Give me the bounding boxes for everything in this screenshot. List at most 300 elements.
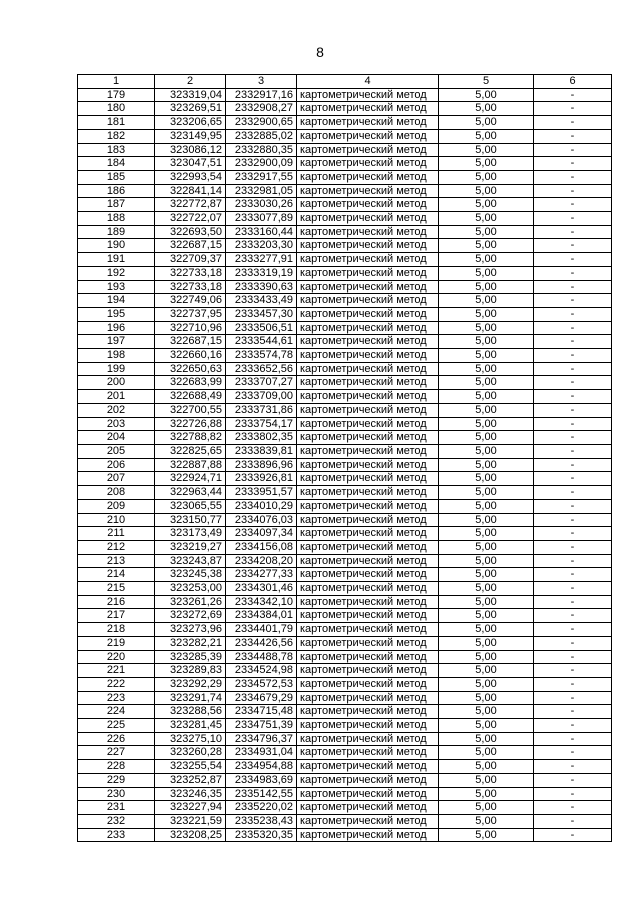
point-number-cell: 200 <box>78 376 155 390</box>
x-coordinate-cell: 323219,27 <box>155 540 226 554</box>
point-number-cell: 205 <box>78 444 155 458</box>
method-cell: картометрический метод <box>297 335 439 349</box>
table-row <box>78 472 612 486</box>
y-coordinate-cell: 2332908,27 <box>226 102 297 116</box>
table-row <box>78 225 612 239</box>
table-row <box>78 609 612 623</box>
y-coordinate-cell: 2333896,96 <box>226 458 297 472</box>
accuracy-cell: 5,00 <box>439 773 534 787</box>
x-coordinate-cell: 323065,55 <box>155 499 226 513</box>
accuracy-cell: 5,00 <box>439 732 534 746</box>
y-coordinate-cell: 2333707,27 <box>226 376 297 390</box>
table-row <box>78 362 612 376</box>
method-cell: картометрический метод <box>297 760 439 774</box>
x-coordinate-cell: 323243,87 <box>155 554 226 568</box>
description-cell: - <box>534 554 612 568</box>
description-cell: - <box>534 705 612 719</box>
description-cell: - <box>534 403 612 417</box>
accuracy-cell: 5,00 <box>439 828 534 842</box>
method-cell: картометрический метод <box>297 280 439 294</box>
table-row <box>78 335 612 349</box>
table-row <box>78 623 612 637</box>
point-number-cell: 183 <box>78 143 155 157</box>
point-number-cell: 192 <box>78 266 155 280</box>
x-coordinate-cell: 323245,38 <box>155 568 226 582</box>
method-cell: картометрический метод <box>297 403 439 417</box>
accuracy-cell: 5,00 <box>439 486 534 500</box>
description-cell: - <box>534 253 612 267</box>
x-coordinate-cell: 322788,82 <box>155 431 226 445</box>
description-cell: - <box>534 212 612 226</box>
method-cell: картометрический метод <box>297 664 439 678</box>
method-cell: картометрический метод <box>297 184 439 198</box>
description-cell: - <box>534 307 612 321</box>
y-coordinate-cell: 2334572,53 <box>226 677 297 691</box>
description-cell: - <box>534 773 612 787</box>
table-row <box>78 499 612 513</box>
accuracy-cell: 5,00 <box>439 280 534 294</box>
table-row <box>78 143 612 157</box>
description-cell: - <box>534 143 612 157</box>
x-coordinate-cell: 323282,21 <box>155 636 226 650</box>
point-number-cell: 221 <box>78 664 155 678</box>
table-row <box>78 88 612 102</box>
x-coordinate-cell: 323208,25 <box>155 828 226 842</box>
point-number-cell: 224 <box>78 705 155 719</box>
accuracy-cell: 5,00 <box>439 102 534 116</box>
method-cell: картометрический метод <box>297 527 439 541</box>
table-body <box>78 88 612 842</box>
accuracy-cell: 5,00 <box>439 307 534 321</box>
y-coordinate-cell: 2334076,03 <box>226 513 297 527</box>
method-cell: картометрический метод <box>297 253 439 267</box>
description-cell: - <box>534 664 612 678</box>
point-number-cell: 213 <box>78 554 155 568</box>
table-row <box>78 760 612 774</box>
accuracy-cell: 5,00 <box>439 787 534 801</box>
description-cell: - <box>534 349 612 363</box>
point-number-cell: 220 <box>78 650 155 664</box>
method-cell: картометрический метод <box>297 677 439 691</box>
description-cell: - <box>534 801 612 815</box>
table-row <box>78 307 612 321</box>
y-coordinate-cell: 2333319,19 <box>226 266 297 280</box>
x-coordinate-cell: 322688,49 <box>155 390 226 404</box>
description-cell: - <box>534 513 612 527</box>
y-coordinate-cell: 2332981,05 <box>226 184 297 198</box>
point-number-cell: 182 <box>78 129 155 143</box>
table-row <box>78 444 612 458</box>
accuracy-cell: 5,00 <box>439 677 534 691</box>
y-coordinate-cell: 2335320,35 <box>226 828 297 842</box>
y-coordinate-cell: 2334524,98 <box>226 664 297 678</box>
point-number-cell: 206 <box>78 458 155 472</box>
accuracy-cell: 5,00 <box>439 116 534 130</box>
method-cell: картометрический метод <box>297 609 439 623</box>
description-cell: - <box>534 239 612 253</box>
x-coordinate-cell: 322924,71 <box>155 472 226 486</box>
method-cell: картометрический метод <box>297 554 439 568</box>
point-number-cell: 191 <box>78 253 155 267</box>
point-number-cell: 179 <box>78 88 155 102</box>
column-header: 3 <box>226 75 297 89</box>
point-number-cell: 210 <box>78 513 155 527</box>
point-number-cell: 211 <box>78 527 155 541</box>
accuracy-cell: 5,00 <box>439 554 534 568</box>
y-coordinate-cell: 2332885,02 <box>226 129 297 143</box>
point-number-cell: 218 <box>78 623 155 637</box>
table-row <box>78 129 612 143</box>
x-coordinate-cell: 323252,87 <box>155 773 226 787</box>
table-row <box>78 513 612 527</box>
description-cell: - <box>534 527 612 541</box>
accuracy-cell: 5,00 <box>439 623 534 637</box>
table-row <box>78 636 612 650</box>
point-number-cell: 201 <box>78 390 155 404</box>
accuracy-cell: 5,00 <box>439 294 534 308</box>
method-cell: картометрический метод <box>297 814 439 828</box>
method-cell: картометрический метод <box>297 390 439 404</box>
y-coordinate-cell: 2334277,33 <box>226 568 297 582</box>
y-coordinate-cell: 2334954,88 <box>226 760 297 774</box>
point-number-cell: 207 <box>78 472 155 486</box>
accuracy-cell: 5,00 <box>439 705 534 719</box>
method-cell: картометрический метод <box>297 787 439 801</box>
table-row <box>78 828 612 842</box>
x-coordinate-cell: 322700,55 <box>155 403 226 417</box>
x-coordinate-cell: 322660,16 <box>155 349 226 363</box>
x-coordinate-cell: 322749,06 <box>155 294 226 308</box>
column-header: 6 <box>534 75 612 89</box>
x-coordinate-cell: 323269,51 <box>155 102 226 116</box>
description-cell: - <box>534 636 612 650</box>
y-coordinate-cell: 2334342,10 <box>226 595 297 609</box>
accuracy-cell: 5,00 <box>439 444 534 458</box>
point-number-cell: 187 <box>78 198 155 212</box>
point-number-cell: 190 <box>78 239 155 253</box>
y-coordinate-cell: 2333506,51 <box>226 321 297 335</box>
table-row <box>78 664 612 678</box>
method-cell: картометрический метод <box>297 636 439 650</box>
x-coordinate-cell: 322650,63 <box>155 362 226 376</box>
description-cell: - <box>534 814 612 828</box>
coordinates-table <box>77 74 612 842</box>
table-row <box>78 403 612 417</box>
point-number-cell: 229 <box>78 773 155 787</box>
table-row <box>78 253 612 267</box>
description-cell: - <box>534 828 612 842</box>
table-row <box>78 184 612 198</box>
x-coordinate-cell: 322722,07 <box>155 212 226 226</box>
description-cell: - <box>534 417 612 431</box>
description-cell: - <box>534 390 612 404</box>
y-coordinate-cell: 2333544,61 <box>226 335 297 349</box>
x-coordinate-cell: 322841,14 <box>155 184 226 198</box>
point-number-cell: 184 <box>78 157 155 171</box>
accuracy-cell: 5,00 <box>439 390 534 404</box>
table-row <box>78 294 612 308</box>
accuracy-cell: 5,00 <box>439 582 534 596</box>
description-cell: - <box>534 609 612 623</box>
method-cell: картометрический метод <box>297 582 439 596</box>
table-row <box>78 814 612 828</box>
x-coordinate-cell: 322709,37 <box>155 253 226 267</box>
x-coordinate-cell: 323289,83 <box>155 664 226 678</box>
x-coordinate-cell: 322726,88 <box>155 417 226 431</box>
description-cell: - <box>534 677 612 691</box>
table-header-row <box>78 75 612 89</box>
y-coordinate-cell: 2334301,46 <box>226 582 297 596</box>
method-cell: картометрический метод <box>297 650 439 664</box>
y-coordinate-cell: 2333433,49 <box>226 294 297 308</box>
description-cell: - <box>534 321 612 335</box>
point-number-cell: 226 <box>78 732 155 746</box>
y-coordinate-cell: 2335238,43 <box>226 814 297 828</box>
accuracy-cell: 5,00 <box>439 719 534 733</box>
y-coordinate-cell: 2332917,55 <box>226 170 297 184</box>
y-coordinate-cell: 2334796,37 <box>226 732 297 746</box>
method-cell: картометрический метод <box>297 431 439 445</box>
y-coordinate-cell: 2335220,02 <box>226 801 297 815</box>
x-coordinate-cell: 323086,12 <box>155 143 226 157</box>
y-coordinate-cell: 2333652,56 <box>226 362 297 376</box>
accuracy-cell: 5,00 <box>439 458 534 472</box>
method-cell: картометрический метод <box>297 116 439 130</box>
point-number-cell: 209 <box>78 499 155 513</box>
point-number-cell: 222 <box>78 677 155 691</box>
x-coordinate-cell: 322683,99 <box>155 376 226 390</box>
accuracy-cell: 5,00 <box>439 472 534 486</box>
point-number-cell: 189 <box>78 225 155 239</box>
description-cell: - <box>534 486 612 500</box>
table-row <box>78 417 612 431</box>
y-coordinate-cell: 2334751,39 <box>226 719 297 733</box>
point-number-cell: 195 <box>78 307 155 321</box>
description-cell: - <box>534 116 612 130</box>
description-cell: - <box>534 157 612 171</box>
table-row <box>78 486 612 500</box>
method-cell: картометрический метод <box>297 198 439 212</box>
x-coordinate-cell: 323272,69 <box>155 609 226 623</box>
point-number-cell: 233 <box>78 828 155 842</box>
table-row <box>78 390 612 404</box>
y-coordinate-cell: 2333203,30 <box>226 239 297 253</box>
point-number-cell: 228 <box>78 760 155 774</box>
point-number-cell: 198 <box>78 349 155 363</box>
method-cell: картометрический метод <box>297 705 439 719</box>
table-row <box>78 458 612 472</box>
point-number-cell: 223 <box>78 691 155 705</box>
point-number-cell: 214 <box>78 568 155 582</box>
accuracy-cell: 5,00 <box>439 212 534 226</box>
table-row <box>78 212 612 226</box>
x-coordinate-cell: 322733,18 <box>155 266 226 280</box>
x-coordinate-cell: 322825,65 <box>155 444 226 458</box>
x-coordinate-cell: 323047,51 <box>155 157 226 171</box>
x-coordinate-cell: 322687,15 <box>155 239 226 253</box>
method-cell: картометрический метод <box>297 540 439 554</box>
point-number-cell: 208 <box>78 486 155 500</box>
y-coordinate-cell: 2333754,17 <box>226 417 297 431</box>
x-coordinate-cell: 323221,59 <box>155 814 226 828</box>
description-cell: - <box>534 225 612 239</box>
y-coordinate-cell: 2334208,20 <box>226 554 297 568</box>
point-number-cell: 230 <box>78 787 155 801</box>
table-row <box>78 239 612 253</box>
page-number: 8 <box>316 44 324 60</box>
method-cell: картометрический метод <box>297 719 439 733</box>
point-number-cell: 225 <box>78 719 155 733</box>
description-cell: - <box>534 458 612 472</box>
method-cell: картометрический метод <box>297 486 439 500</box>
method-cell: картометрический метод <box>297 746 439 760</box>
method-cell: картометрический метод <box>297 376 439 390</box>
y-coordinate-cell: 2333574,78 <box>226 349 297 363</box>
point-number-cell: 203 <box>78 417 155 431</box>
table-row <box>78 321 612 335</box>
y-coordinate-cell: 2333457,30 <box>226 307 297 321</box>
x-coordinate-cell: 323261,26 <box>155 595 226 609</box>
y-coordinate-cell: 2333390,63 <box>226 280 297 294</box>
table-row <box>78 691 612 705</box>
description-cell: - <box>534 88 612 102</box>
method-cell: картометрический метод <box>297 266 439 280</box>
table-row <box>78 746 612 760</box>
description-cell: - <box>534 787 612 801</box>
accuracy-cell: 5,00 <box>439 170 534 184</box>
point-number-cell: 232 <box>78 814 155 828</box>
accuracy-cell: 5,00 <box>439 335 534 349</box>
table-row <box>78 376 612 390</box>
x-coordinate-cell: 323273,96 <box>155 623 226 637</box>
x-coordinate-cell: 323173,49 <box>155 527 226 541</box>
accuracy-cell: 5,00 <box>439 417 534 431</box>
point-number-cell: 227 <box>78 746 155 760</box>
accuracy-cell: 5,00 <box>439 636 534 650</box>
y-coordinate-cell: 2334384,01 <box>226 609 297 623</box>
table-row <box>78 582 612 596</box>
table-row <box>78 554 612 568</box>
point-number-cell: 216 <box>78 595 155 609</box>
x-coordinate-cell: 322733,18 <box>155 280 226 294</box>
y-coordinate-cell: 2334401,79 <box>226 623 297 637</box>
description-cell: - <box>534 266 612 280</box>
y-coordinate-cell: 2333709,00 <box>226 390 297 404</box>
y-coordinate-cell: 2332900,09 <box>226 157 297 171</box>
method-cell: картометрический метод <box>297 129 439 143</box>
point-number-cell: 215 <box>78 582 155 596</box>
method-cell: картометрический метод <box>297 157 439 171</box>
description-cell: - <box>534 499 612 513</box>
description-cell: - <box>534 102 612 116</box>
y-coordinate-cell: 2334426,56 <box>226 636 297 650</box>
accuracy-cell: 5,00 <box>439 540 534 554</box>
description-cell: - <box>534 280 612 294</box>
table-row <box>78 719 612 733</box>
x-coordinate-cell: 323285,39 <box>155 650 226 664</box>
table-row <box>78 732 612 746</box>
method-cell: картометрический метод <box>297 568 439 582</box>
accuracy-cell: 5,00 <box>439 239 534 253</box>
table-row <box>78 568 612 582</box>
method-cell: картометрический метод <box>297 239 439 253</box>
description-cell: - <box>534 129 612 143</box>
accuracy-cell: 5,00 <box>439 513 534 527</box>
point-number-cell: 219 <box>78 636 155 650</box>
description-cell: - <box>534 431 612 445</box>
x-coordinate-cell: 323288,56 <box>155 705 226 719</box>
y-coordinate-cell: 2332900,65 <box>226 116 297 130</box>
method-cell: картометрический метод <box>297 88 439 102</box>
table-row <box>78 677 612 691</box>
x-coordinate-cell: 323227,94 <box>155 801 226 815</box>
accuracy-cell: 5,00 <box>439 568 534 582</box>
y-coordinate-cell: 2333731,86 <box>226 403 297 417</box>
column-header: 1 <box>78 75 155 89</box>
table-row <box>78 198 612 212</box>
x-coordinate-cell: 323281,45 <box>155 719 226 733</box>
x-coordinate-cell: 322887,88 <box>155 458 226 472</box>
description-cell: - <box>534 719 612 733</box>
x-coordinate-cell: 322993,54 <box>155 170 226 184</box>
x-coordinate-cell: 322772,87 <box>155 198 226 212</box>
y-coordinate-cell: 2334488,78 <box>226 650 297 664</box>
table-row <box>78 170 612 184</box>
y-coordinate-cell: 2334931,04 <box>226 746 297 760</box>
point-number-cell: 186 <box>78 184 155 198</box>
description-cell: - <box>534 335 612 349</box>
accuracy-cell: 5,00 <box>439 362 534 376</box>
table-row <box>78 116 612 130</box>
x-coordinate-cell: 323275,10 <box>155 732 226 746</box>
method-cell: картометрический метод <box>297 362 439 376</box>
x-coordinate-cell: 323149,95 <box>155 129 226 143</box>
point-number-cell: 217 <box>78 609 155 623</box>
method-cell: картометрический метод <box>297 102 439 116</box>
method-cell: картометрический метод <box>297 321 439 335</box>
column-header: 5 <box>439 75 534 89</box>
x-coordinate-cell: 322693,50 <box>155 225 226 239</box>
accuracy-cell: 5,00 <box>439 814 534 828</box>
point-number-cell: 193 <box>78 280 155 294</box>
accuracy-cell: 5,00 <box>439 225 534 239</box>
description-cell: - <box>534 184 612 198</box>
method-cell: картометрический метод <box>297 349 439 363</box>
accuracy-cell: 5,00 <box>439 157 534 171</box>
table-row <box>78 595 612 609</box>
method-cell: картометрический метод <box>297 828 439 842</box>
description-cell: - <box>534 362 612 376</box>
x-coordinate-cell: 323253,00 <box>155 582 226 596</box>
x-coordinate-cell: 323255,54 <box>155 760 226 774</box>
y-coordinate-cell: 2335142,55 <box>226 787 297 801</box>
y-coordinate-cell: 2332880,35 <box>226 143 297 157</box>
accuracy-cell: 5,00 <box>439 129 534 143</box>
table-row <box>78 773 612 787</box>
y-coordinate-cell: 2333030,26 <box>226 198 297 212</box>
accuracy-cell: 5,00 <box>439 499 534 513</box>
point-number-cell: 188 <box>78 212 155 226</box>
y-coordinate-cell: 2333802,35 <box>226 431 297 445</box>
description-cell: - <box>534 540 612 554</box>
accuracy-cell: 5,00 <box>439 664 534 678</box>
description-cell: - <box>534 472 612 486</box>
table-row <box>78 787 612 801</box>
x-coordinate-cell: 323260,28 <box>155 746 226 760</box>
table-row <box>78 280 612 294</box>
description-cell: - <box>534 444 612 458</box>
point-number-cell: 202 <box>78 403 155 417</box>
